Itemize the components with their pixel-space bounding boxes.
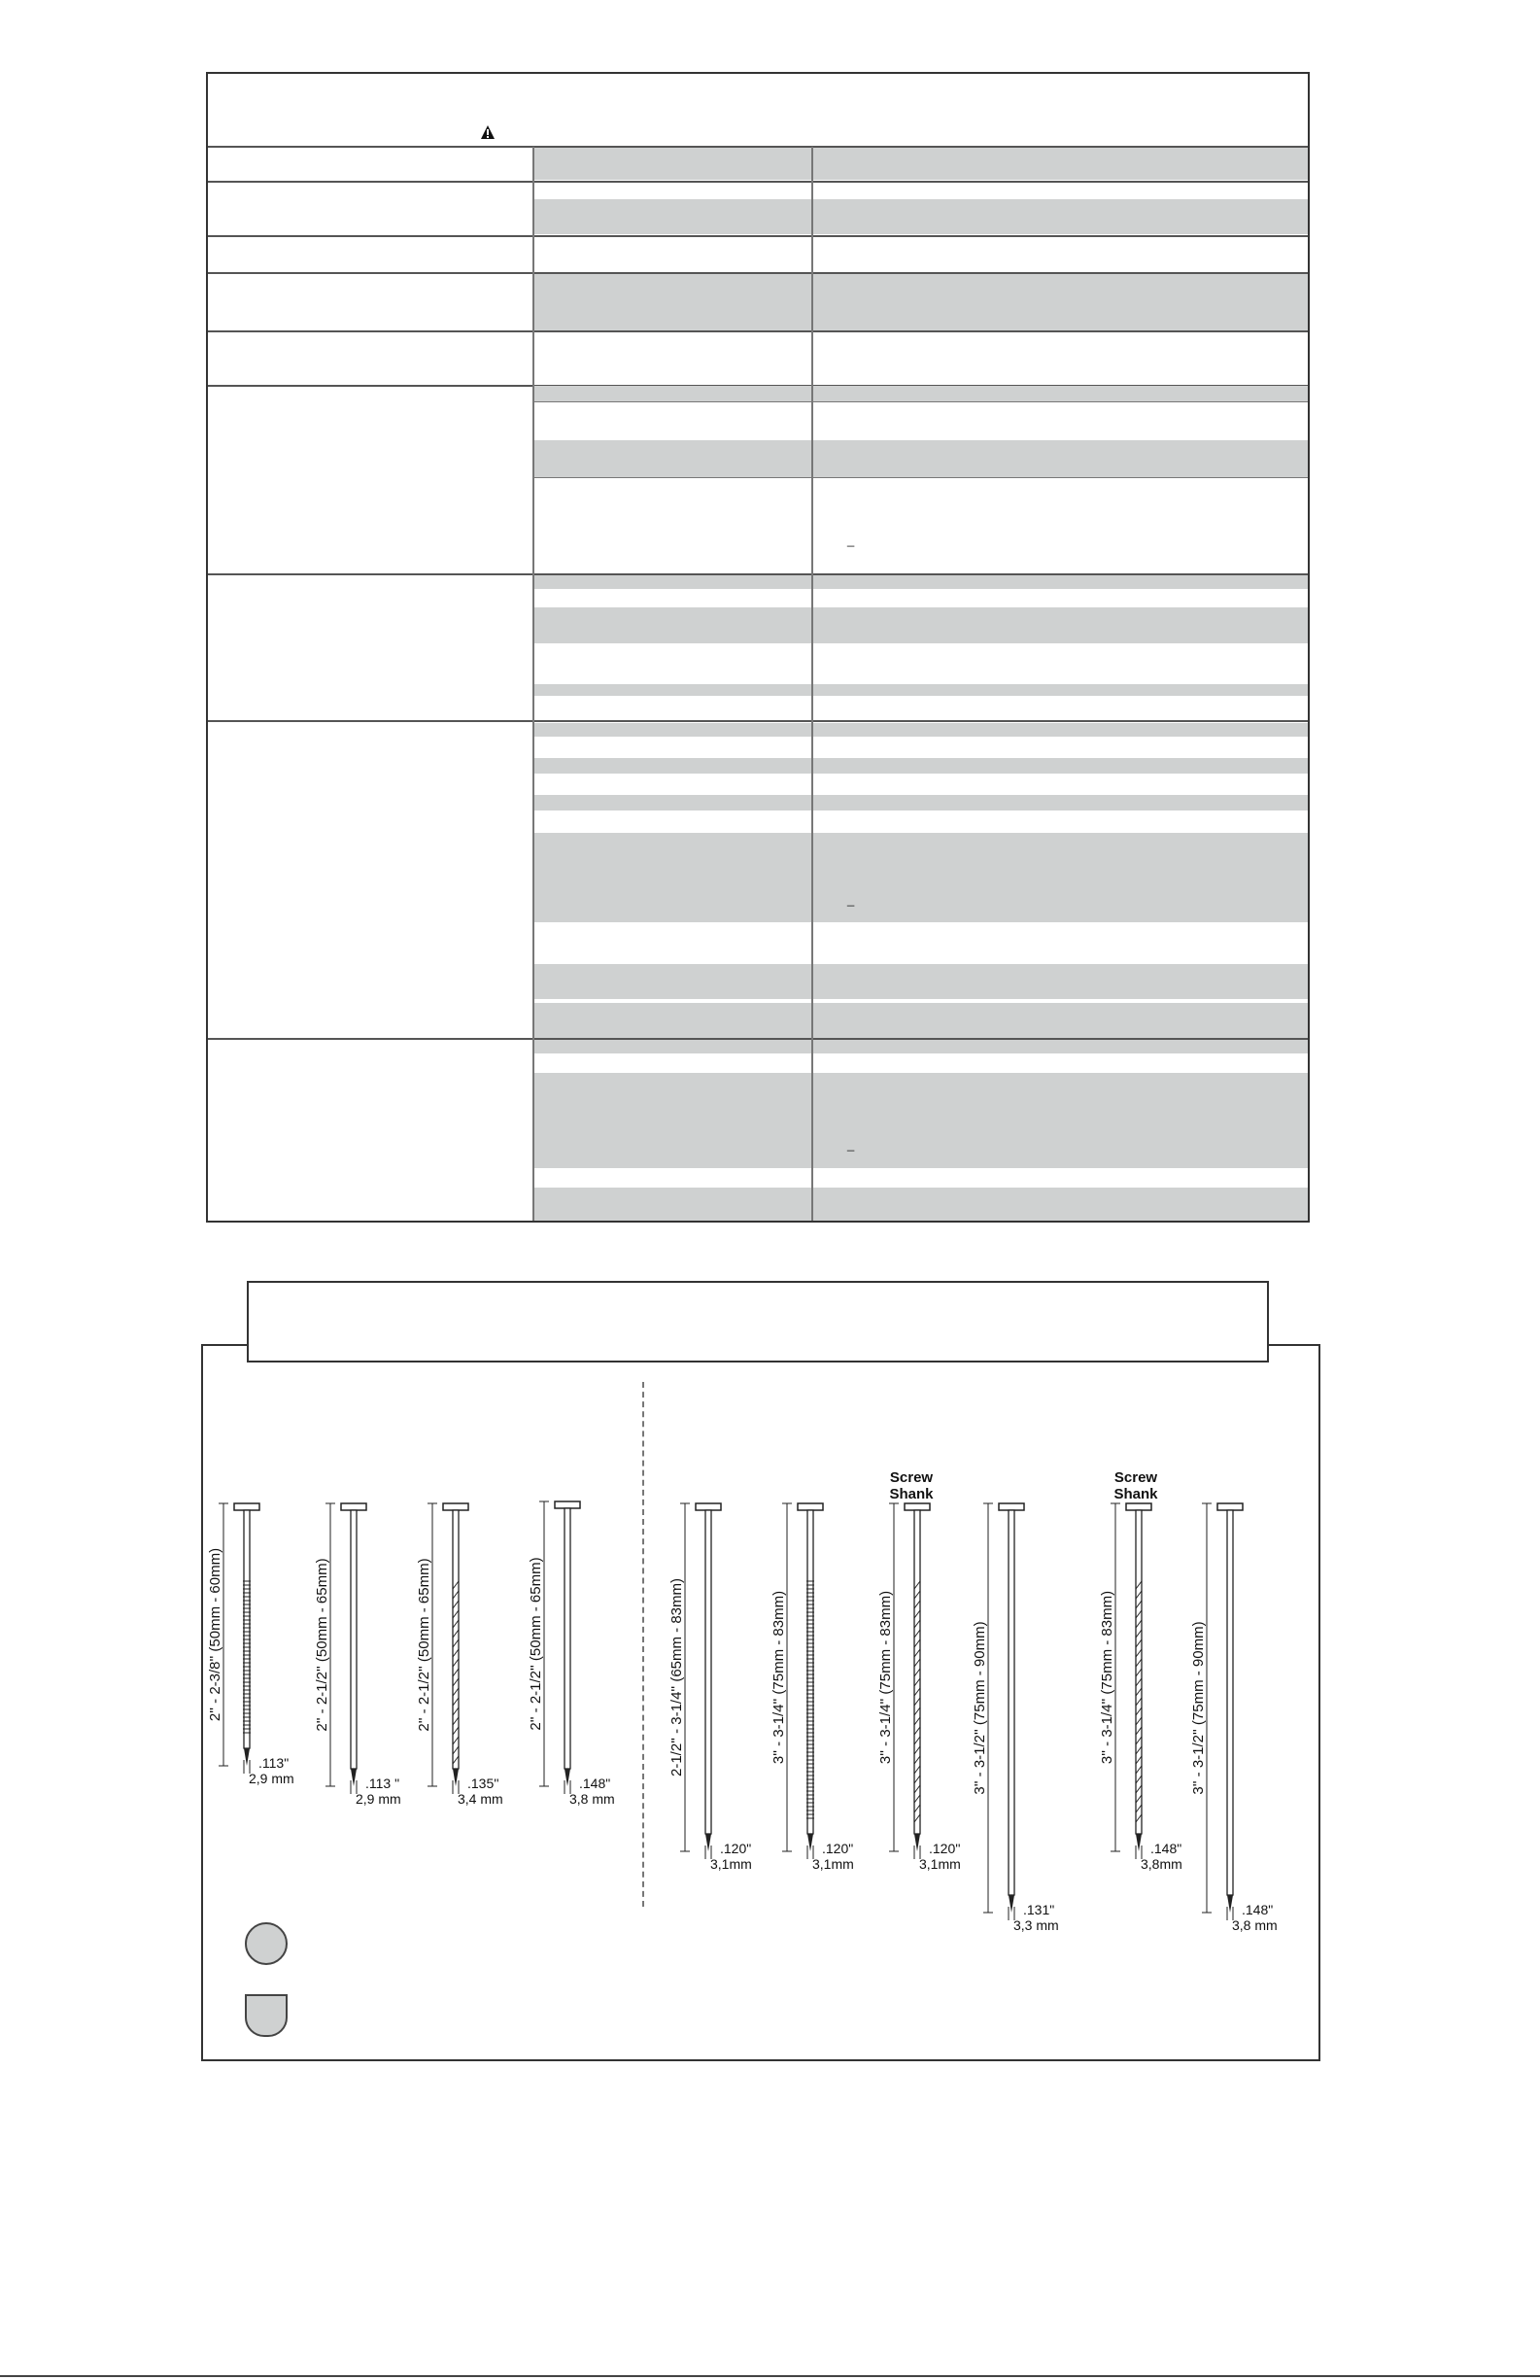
dash-mark: _ [847,533,855,547]
nail-diameter-mm: 3,1mm [710,1856,752,1872]
nail-diameter-inch: .131" [1023,1902,1055,1917]
nail-shank [1009,1510,1014,1895]
nail [314,1503,401,1807]
dash-mark: _ [847,1137,855,1152]
nail-head [443,1503,468,1510]
nail-shank [453,1510,459,1769]
nail-diameter-inch: .135'' [467,1776,499,1791]
nail [207,1503,294,1786]
screw-shank-label-line1: Screw [1113,1469,1158,1486]
nail-point [807,1834,813,1851]
nail-length-label: 2-1/2'' - 3-1/4'' (65mm - 83mm) [668,1577,685,1777]
nail [668,1503,752,1872]
screw-shank-label-line2: Shank [889,1486,934,1502]
nail-point [705,1834,711,1851]
nail-point [1136,1834,1142,1851]
nail-diameter-inch: .113" [258,1755,290,1771]
nail-diameter-mm: 2,9 mm [356,1791,401,1807]
nail-point [351,1769,357,1786]
nail-diameter-mm: 3,4 mm [458,1791,503,1807]
nail-point [914,1834,920,1851]
nail-shank [705,1510,711,1834]
round-head-icon [245,1922,288,1965]
nail-length-label: 3'' - 3-1/2'' (75mm - 90mm) [1190,1621,1207,1795]
nail [1190,1503,1278,1933]
nail-point [565,1769,570,1786]
nail-diameter-mm: 3,1mm [919,1856,961,1872]
nail-head [341,1503,366,1510]
nail-diameter-inch: .120" [720,1841,752,1856]
nail-shank [351,1510,357,1769]
nail-point [1009,1895,1014,1913]
nail-diameter-mm: 3,1mm [812,1856,854,1872]
nail-diameter-inch: .148" [579,1776,611,1791]
screw-shank-label-line1: Screw [889,1469,934,1486]
nail-length-label: 2'' - 2-1/2'' (50mm - 65mm) [416,1558,432,1732]
nail-length-label: 3'' - 3-1/4'' (75mm - 83mm) [877,1590,894,1765]
nail-shank [244,1510,250,1748]
nail-head [798,1503,823,1510]
nail-head [1126,1503,1151,1510]
page-bottom-rule [0,2375,1540,2377]
nail-point [1227,1895,1233,1913]
nail [877,1503,961,1872]
nail-shank [565,1508,570,1769]
nail [528,1501,615,1807]
nail-shank [1227,1510,1233,1895]
nail-length-label: 2'' - 2-1/2'' (50mm - 65mm) [528,1557,544,1731]
nail-diameter-mm: 3,8 mm [569,1791,615,1807]
nail-diameter-mm: 3,8 mm [1232,1917,1278,1933]
nail-diameter-mm: 2,9 mm [249,1771,294,1786]
screw-shank-label-line2: Shank [1113,1486,1158,1502]
clipped-head-icon [245,1994,288,2037]
nail [1099,1503,1182,1872]
nail-diameter-mm: 3,8mm [1141,1856,1182,1872]
nail-length-label: 3'' - 3-1/2'' (75mm - 90mm) [972,1621,988,1795]
nail-diameter-inch: .148" [1242,1902,1274,1917]
nail-diameter-inch: .120'' [929,1841,961,1856]
dash-mark: _ [847,892,855,907]
nail-length-label: 2'' - 2-3/8'' (50mm - 60mm) [207,1547,223,1722]
nail-shank [807,1510,813,1834]
nail-point [453,1769,459,1786]
nail-head [234,1503,259,1510]
nail-diameter-mm: 3,3 mm [1013,1917,1059,1933]
nail-diameter-inch: .148" [1150,1841,1182,1856]
nail-length-label: 3'' - 3-1/4'' (75mm - 83mm) [770,1590,787,1765]
nail-diameter-inch: .113 " [365,1776,400,1791]
nail-head [1217,1503,1243,1510]
nail-length-label: 3'' - 3-1/4'' (75mm - 83mm) [1099,1590,1115,1765]
nail [770,1503,854,1872]
nail-head [999,1503,1024,1510]
nail-head [905,1503,930,1510]
nail-point [244,1748,250,1766]
nail-head [696,1503,721,1510]
nail [972,1503,1059,1933]
nail-diameter-inch: .120" [822,1841,854,1856]
nail [416,1503,503,1807]
nail-length-label: 2'' - 2-1/2'' (50mm - 65mm) [314,1558,330,1732]
nail-head [555,1501,580,1508]
